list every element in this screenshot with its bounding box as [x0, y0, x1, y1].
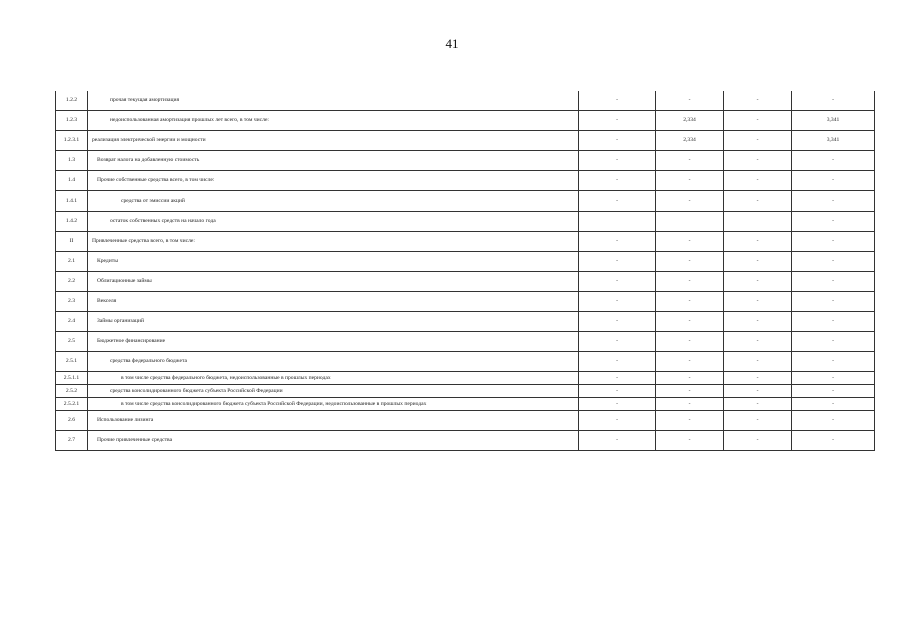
value-cell: - [792, 398, 875, 411]
value-cell: - [579, 332, 656, 352]
table-row [56, 411, 875, 431]
table-row [56, 252, 875, 272]
value-cell [579, 212, 656, 232]
value-cell: - [792, 91, 875, 111]
row-number-cell: 2.3 [56, 292, 88, 312]
row-name-cell: реализация электрической энергии и мощности [88, 131, 579, 151]
row-name-cell: Облигационные займы [88, 272, 579, 292]
value-cell: - [792, 372, 875, 385]
table-row [56, 171, 875, 191]
row-number-cell: 1.2.3.1 [56, 131, 88, 151]
row-number-cell: 1.4.2 [56, 212, 88, 232]
row-number-cell: 2.5 [56, 332, 88, 352]
table-row [56, 352, 875, 372]
table-row [56, 151, 875, 171]
row-number-cell: 1.3 [56, 151, 88, 171]
value-cell: - [724, 151, 792, 171]
row-number-cell: 2.2 [56, 272, 88, 292]
row-name-cell: Векселя [88, 292, 579, 312]
table-body [56, 91, 875, 451]
row-name-cell: Бюджетное финансирование [88, 332, 579, 352]
row-number-cell: 1.2.3 [56, 111, 88, 131]
value-cell: - [792, 191, 875, 212]
value-cell: - [792, 411, 875, 431]
value-cell: - [579, 252, 656, 272]
value-cell [656, 212, 724, 232]
value-cell: - [656, 332, 724, 352]
row-number-cell: II [56, 232, 88, 252]
value-cell: - [792, 332, 875, 352]
table-row [56, 398, 875, 411]
value-cell: - [724, 398, 792, 411]
value-cell: - [792, 385, 875, 398]
value-cell: 2,334 [656, 131, 724, 151]
value-cell: - [579, 385, 656, 398]
row-name-cell: средства консолидированного бюджета субъекта Российской Федерации [88, 385, 579, 398]
row-name-cell: средства федерального бюджета [88, 352, 579, 372]
table-row [56, 212, 875, 232]
value-cell: - [579, 111, 656, 131]
row-name-cell: прочая текущая амортизация [88, 91, 579, 111]
row-name-cell: средства от эмиссии акций [88, 191, 579, 212]
value-cell: - [724, 372, 792, 385]
row-number-cell: 1.4.1 [56, 191, 88, 212]
value-cell: - [792, 431, 875, 451]
row-number-cell: 2.6 [56, 411, 88, 431]
value-cell: - [724, 191, 792, 212]
value-cell: - [579, 411, 656, 431]
table-row [56, 332, 875, 352]
value-cell: 3,341 [792, 111, 875, 131]
value-cell: - [724, 352, 792, 372]
table-row [56, 372, 875, 385]
value-cell: - [656, 372, 724, 385]
value-cell: - [579, 191, 656, 212]
table-row [56, 191, 875, 212]
row-number-cell: 2.4 [56, 312, 88, 332]
row-name-cell: Прочие привлеченные средства [88, 431, 579, 451]
row-name-cell: остаток собственных средств на начало года [88, 212, 579, 232]
value-cell: - [792, 352, 875, 372]
value-cell: - [656, 398, 724, 411]
value-cell: - [656, 312, 724, 332]
row-number-cell: 2.5.1.1 [56, 372, 88, 385]
value-cell: - [656, 191, 724, 212]
value-cell: - [724, 232, 792, 252]
value-cell: - [656, 171, 724, 191]
value-cell: - [724, 292, 792, 312]
value-cell: - [792, 212, 875, 232]
value-cell: - [724, 332, 792, 352]
table-row [56, 131, 875, 151]
row-number-cell: 1.2.2 [56, 91, 88, 111]
value-cell: - [724, 252, 792, 272]
row-name-cell: Использование лизинга [88, 411, 579, 431]
value-cell: - [792, 232, 875, 252]
value-cell: - [792, 252, 875, 272]
value-cell: 3,341 [792, 131, 875, 151]
row-name-cell: недоиспользованная амортизация прошлых лет всего, в том числе: [88, 111, 579, 131]
value-cell: - [656, 292, 724, 312]
row-number-cell: 2.7 [56, 431, 88, 451]
page-number: 41 [445, 36, 459, 51]
value-cell: - [579, 398, 656, 411]
table-row [56, 111, 875, 131]
value-cell: - [579, 151, 656, 171]
value-cell: - [656, 232, 724, 252]
table-row [56, 385, 875, 398]
row-name-cell: в том числе средства федерального бюджета, недоиспользованные в прошлых периодах [88, 372, 579, 385]
row-number-cell: 2.5.2.1 [56, 398, 88, 411]
value-cell: - [724, 131, 792, 151]
row-name-cell: Прочие собственные средства всего, в том числе: [88, 171, 579, 191]
value-cell: - [724, 91, 792, 111]
value-cell [724, 212, 792, 232]
value-cell: - [724, 411, 792, 431]
row-name-cell: Привлеченные средства всего, в том числе: [88, 232, 579, 252]
value-cell: - [656, 252, 724, 272]
value-cell: - [579, 352, 656, 372]
value-cell: - [656, 91, 724, 111]
value-cell: 2,334 [656, 111, 724, 131]
value-cell: - [579, 272, 656, 292]
row-number-cell: 1.4 [56, 171, 88, 191]
row-number-cell: 2.5.2 [56, 385, 88, 398]
table-row [56, 431, 875, 451]
value-cell: - [792, 292, 875, 312]
row-name-cell: в том числе средства консолидированного бюджета субъекта Российской Федерации, недоиспользованные в прошлых периодах [88, 398, 579, 411]
table-row [56, 272, 875, 292]
value-cell: - [724, 431, 792, 451]
value-cell: - [579, 431, 656, 451]
value-cell: - [792, 312, 875, 332]
row-name-cell: Возврат налога на добавленную стоимость [88, 151, 579, 171]
value-cell: - [792, 151, 875, 171]
table-row [56, 312, 875, 332]
table-row [56, 292, 875, 312]
value-cell: - [656, 385, 724, 398]
table-row [56, 232, 875, 252]
value-cell: - [579, 372, 656, 385]
financing-sources-table [55, 91, 875, 451]
value-cell: - [724, 111, 792, 131]
value-cell: - [656, 151, 724, 171]
value-cell: - [724, 272, 792, 292]
value-cell: - [579, 312, 656, 332]
row-name-cell: Кредиты [88, 252, 579, 272]
value-cell: - [656, 352, 724, 372]
value-cell: - [579, 131, 656, 151]
value-cell: - [792, 171, 875, 191]
value-cell: - [579, 232, 656, 252]
value-cell: - [579, 91, 656, 111]
value-cell: - [579, 171, 656, 191]
table-row [56, 91, 875, 111]
value-cell: - [792, 272, 875, 292]
row-number-cell: 2.1 [56, 252, 88, 272]
row-name-cell: Займы организаций [88, 312, 579, 332]
value-cell: - [724, 171, 792, 191]
value-cell: - [724, 385, 792, 398]
value-cell: - [656, 411, 724, 431]
value-cell: - [724, 312, 792, 332]
row-number-cell: 2.5.1 [56, 352, 88, 372]
value-cell: - [656, 431, 724, 451]
value-cell: - [656, 272, 724, 292]
value-cell: - [579, 292, 656, 312]
